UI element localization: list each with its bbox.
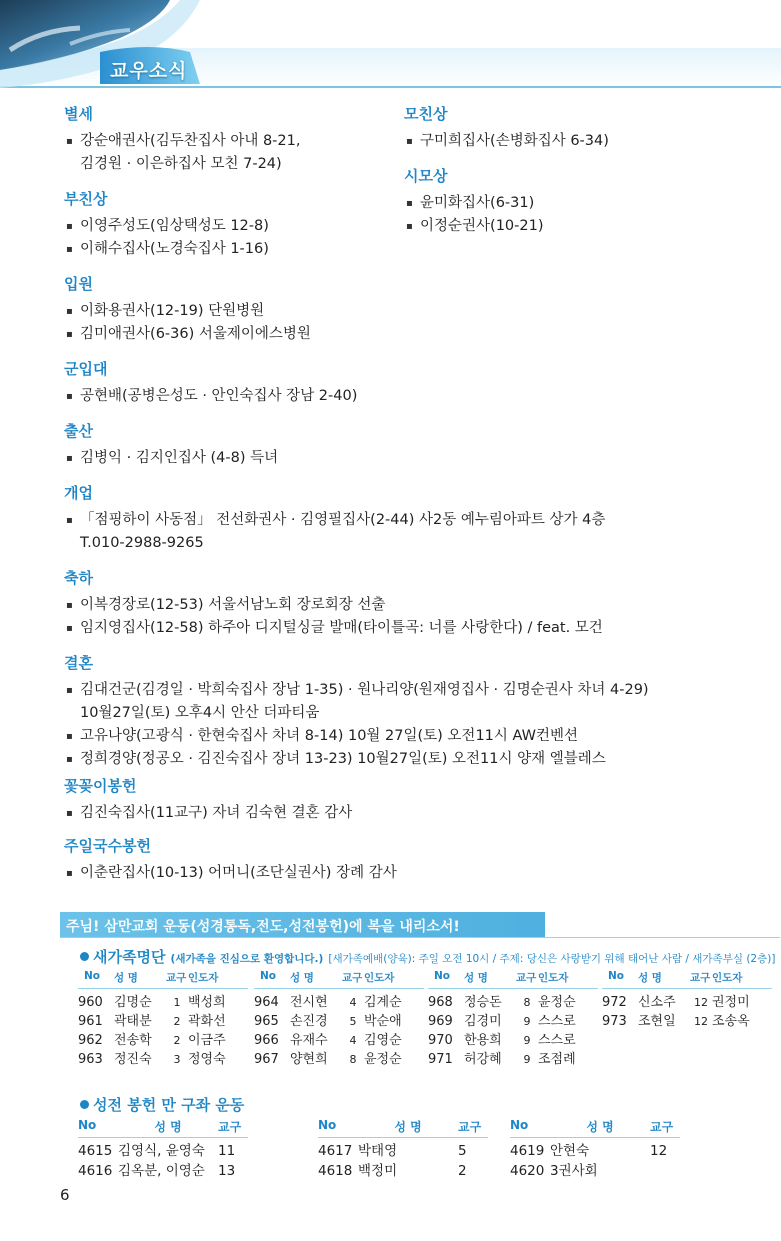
list-item [404, 192, 764, 215]
bullet-icon [80, 952, 89, 961]
table-cell: 윤정순 [364, 1052, 402, 1067]
header-cell: 성 명 [464, 972, 488, 984]
campaign-banner [60, 912, 545, 938]
table-cell: 조현일 [638, 1014, 676, 1029]
list-item [64, 679, 744, 725]
section-title: 교우소식 [110, 60, 188, 82]
table-cell: 신소주 [638, 995, 676, 1010]
list-item [404, 130, 764, 153]
header-cell: No [318, 1118, 337, 1132]
table-cell: 김영순 [364, 1033, 402, 1048]
table-row [254, 1031, 424, 1050]
table-cell: 조점례 [538, 1052, 576, 1067]
item-line: ▪ 강순애권사(김두찬집사 아내 8-21, [80, 133, 301, 149]
section-heading: 개업 [64, 484, 93, 502]
new-family-note: [새가족예배(양육): 주일 오전 10시 / 주제: 당신은 사랑받기 위해 태어난 사람 / 새가족부실 (2층)] [328, 953, 776, 965]
table-cell: 곽화선 [188, 1014, 226, 1029]
notice-section [404, 103, 764, 153]
section-heading: 군입대 [64, 360, 108, 378]
section-heading: 부친상 [64, 190, 108, 208]
section-heading: 결혼 [64, 654, 93, 672]
item-line: T.010-2988-9265 [80, 535, 204, 551]
table-cell: 11 [218, 1143, 236, 1159]
table-row [428, 993, 598, 1012]
item-line: ▪ 이춘란집사(10-13) 어머니(조단실권사) 장례 감사 [80, 865, 397, 881]
bullet-icon [80, 1100, 89, 1109]
notice-section [64, 835, 744, 885]
table-cell: 9 [523, 1015, 531, 1028]
item-line: ▪ 김진숙집사(11교구) 자녀 김숙현 결혼 감사 [80, 805, 353, 821]
table-cell: 5 [349, 1015, 357, 1028]
table-cell: 김옥분, 이영순 [118, 1163, 205, 1179]
table-cell: 손진경 [290, 1014, 328, 1029]
header-cell: No [78, 1118, 97, 1132]
table-row [602, 993, 772, 1012]
table-cell: 전송학 [114, 1033, 152, 1048]
header-cell: 인도자 [538, 972, 569, 984]
table-cell: 2 [458, 1163, 467, 1179]
page-number: 6 [60, 1186, 70, 1204]
table-row [510, 1141, 680, 1161]
list-item [64, 802, 744, 825]
new-family-table [428, 970, 598, 1069]
table-cell: 허강혜 [464, 1052, 502, 1067]
list-item [64, 509, 744, 555]
table-cell: 1 [173, 996, 181, 1009]
header-cell: 성 명 [154, 1120, 182, 1134]
table-row [78, 1141, 248, 1161]
table-cell: 965 [254, 1014, 279, 1029]
list-item [64, 748, 744, 771]
section-heading: 축하 [64, 569, 93, 587]
item-line: ▪ 공현배(공병은성도 · 안인숙집사 장남 2-40) [80, 388, 358, 404]
notice-section [64, 358, 744, 408]
table-cell: 권정미 [712, 995, 750, 1010]
table-cell: 8 [523, 996, 531, 1009]
table-cell: 김경미 [464, 1014, 502, 1029]
bible-table [510, 1118, 680, 1181]
table-cell: 유재수 [290, 1033, 328, 1048]
table-row [428, 1012, 598, 1031]
header-cell: No [260, 970, 277, 982]
table-cell: 3 [173, 1053, 181, 1066]
bible-table [318, 1118, 488, 1181]
new-family-title: 새가족명단 [93, 948, 166, 966]
table-cell: 4615 [78, 1143, 113, 1159]
notice-section [404, 165, 764, 238]
table-cell: 8 [349, 1053, 357, 1066]
table-cell: 백정미 [358, 1163, 398, 1179]
header-cell: 인도자 [364, 972, 395, 984]
table-header [78, 1118, 248, 1138]
item-line: ▪ 이정순권사(10-21) [420, 218, 544, 234]
section-heading: 출산 [64, 422, 93, 440]
item-line: 김경원 · 이은하집사 모친 7-24) [80, 156, 282, 172]
item-line: ▪ 이해수집사(노경숙집사 1-16) [80, 241, 269, 257]
table-cell: 4 [349, 996, 357, 1009]
list-item [64, 725, 744, 748]
table-cell: 12 [694, 996, 708, 1009]
section-heading: 입원 [64, 275, 93, 293]
table-row [428, 1050, 598, 1069]
page-header [0, 0, 781, 92]
section-heading: 시모상 [404, 167, 448, 185]
table-cell: 9 [523, 1053, 531, 1066]
header-cell: 성 명 [114, 972, 138, 984]
table-cell: 961 [78, 1014, 103, 1029]
bible-title: 성전 봉헌 만 구좌 운동 [93, 1096, 245, 1114]
new-family-table [602, 970, 772, 1031]
table-cell: 972 [602, 995, 627, 1010]
notice-section [64, 482, 744, 555]
item-line: ▪ 이화용권사(12-19) 단원병원 [80, 303, 265, 319]
table-row [318, 1141, 488, 1161]
table-cell: 김계순 [364, 995, 402, 1010]
banner-underline [60, 937, 780, 938]
section-heading: 모친상 [404, 105, 448, 123]
table-cell: 3권사회 [550, 1163, 598, 1179]
table-cell: 4619 [510, 1143, 545, 1159]
table-cell: 한용희 [464, 1033, 502, 1048]
table-row [254, 993, 424, 1012]
header-cell: 교구 [342, 972, 363, 984]
table-cell: 964 [254, 995, 279, 1010]
header-cell: No [608, 970, 625, 982]
new-family-table [78, 970, 248, 1069]
table-cell: 정승돈 [464, 995, 502, 1010]
table-cell: 971 [428, 1052, 453, 1067]
notice-section [64, 775, 744, 825]
table-cell: 김영식, 윤영숙 [118, 1143, 205, 1159]
item-line: ▪ 구미희집사(손병화집사 6-34) [420, 133, 609, 149]
item-line: ▪ 임지영집사(12-58) 하주아 디지털싱글 발매(타이틀곡: 너를 사랑한다) / feat. 모건 [80, 620, 603, 636]
table-header [318, 1118, 488, 1138]
table-cell: 5 [458, 1143, 467, 1159]
table-cell: 곽태분 [114, 1014, 152, 1029]
header-cell: No [434, 970, 451, 982]
new-family-subtitle: (새가족을 진심으로 환영합니다.) [170, 953, 324, 965]
header-cell: 교구 [516, 972, 537, 984]
item-line: ▪ 「점핑하이 사동점」 전선화권사 · 김영필집사(2-44) 사2동 예누림아파트 상가 4층 [80, 512, 606, 528]
item-line: ▪ 이복경장로(12-53) 서울서남노회 장로회장 선출 [80, 597, 386, 613]
table-cell: 12 [694, 1015, 708, 1028]
item-line: 10월27일(토) 오후4시 안산 더파티움 [80, 705, 320, 721]
section-heading: 주일국수봉헌 [64, 837, 151, 855]
table-cell: 박순애 [364, 1014, 402, 1029]
table-cell: 969 [428, 1014, 453, 1029]
table-cell: 전시현 [290, 995, 328, 1010]
table-cell: 2 [173, 1015, 181, 1028]
notice-section [64, 420, 744, 470]
table-cell: 967 [254, 1052, 279, 1067]
notice-section [64, 273, 744, 346]
table-cell: 스스로 [538, 1014, 576, 1029]
table-cell: 이금주 [188, 1033, 226, 1048]
header-cell: 인도자 [188, 972, 219, 984]
list-item [64, 594, 744, 617]
bible-table [78, 1118, 248, 1181]
lower-column [64, 775, 744, 895]
table-row [318, 1161, 488, 1181]
table-cell: 윤정순 [538, 995, 576, 1010]
table-header [254, 970, 424, 989]
item-line: ▪ 김미애권사(6-36) 서울제이에스병원 [80, 326, 311, 342]
table-cell: 960 [78, 995, 103, 1010]
table-header [602, 970, 772, 989]
bible-heading [80, 1094, 244, 1115]
table-cell: 968 [428, 995, 453, 1010]
table-cell: 966 [254, 1033, 279, 1048]
header-cell: 인도자 [712, 972, 743, 984]
table-row [78, 1050, 248, 1069]
new-family-table [254, 970, 424, 1069]
list-item [64, 617, 744, 640]
table-cell: 4616 [78, 1163, 113, 1179]
table-cell: 13 [218, 1163, 236, 1179]
table-header [510, 1118, 680, 1138]
header-cell: No [84, 970, 101, 982]
table-cell: 973 [602, 1014, 627, 1029]
list-item [64, 385, 744, 408]
notice-section [64, 652, 744, 771]
table-cell: 양현희 [290, 1052, 328, 1067]
list-item [64, 323, 744, 346]
list-item [64, 300, 744, 323]
right-column [404, 103, 764, 250]
list-item [64, 862, 744, 885]
header-cell: 교구 [690, 972, 711, 984]
table-cell: 12 [650, 1143, 668, 1159]
item-line: ▪ 윤미화집사(6-31) [420, 195, 535, 211]
banner-text: 주님! 삼만교회 운동(성경통독,전도,성전봉헌)에 복을 내리소서! [66, 919, 460, 935]
table-cell: 9 [523, 1034, 531, 1047]
table-header [428, 970, 598, 989]
header-cell: 성 명 [638, 972, 662, 984]
header-cell: 교구 [218, 1120, 242, 1134]
item-line: ▪ 고유나양(고광식 · 한현숙집사 차녀 8-14) 10월 27일(토) 오전11시 AW컨벤션 [80, 728, 578, 744]
table-cell: 김명순 [114, 995, 152, 1010]
notice-section [64, 567, 744, 640]
list-item [404, 215, 764, 238]
table-row [254, 1012, 424, 1031]
table-cell: 4617 [318, 1143, 353, 1159]
table-row [78, 1012, 248, 1031]
section-heading: 별세 [64, 105, 93, 123]
table-cell: 조송옥 [712, 1014, 750, 1029]
table-cell: 4618 [318, 1163, 353, 1179]
new-family-heading [80, 946, 775, 967]
header-cell: 교구 [166, 972, 187, 984]
table-row [602, 1012, 772, 1031]
header-cell: No [510, 1118, 529, 1132]
table-row [254, 1050, 424, 1069]
table-row [510, 1161, 680, 1181]
table-cell: 4620 [510, 1163, 545, 1179]
table-cell: 정영숙 [188, 1052, 226, 1067]
item-line: ▪ 김대건군(김경일 · 박희숙집사 장남 1-35) · 원나리양(원재영집사 · 김명순권사 차녀 4-29) [80, 682, 649, 698]
table-cell [650, 1161, 680, 1181]
table-cell: 963 [78, 1052, 103, 1067]
item-line: ▪ 정희경양(정공오 · 김진숙집사 장녀 13-23) 10월27일(토) 오전11시 양재 엘블레스 [80, 751, 606, 767]
table-cell: 970 [428, 1033, 453, 1048]
header-cell: 성 명 [394, 1120, 422, 1134]
table-cell: 962 [78, 1033, 103, 1048]
table-cell: 박태영 [358, 1143, 398, 1159]
header-cell: 성 명 [586, 1120, 614, 1134]
table-cell: 정진숙 [114, 1052, 152, 1067]
header-cell: 교구 [650, 1120, 674, 1134]
table-cell: 백성희 [188, 995, 226, 1010]
table-row [78, 1161, 248, 1181]
table-cell: 2 [173, 1034, 181, 1047]
table-header [78, 970, 248, 989]
list-item [64, 447, 744, 470]
table-row [78, 993, 248, 1012]
table-cell: 스스로 [538, 1033, 576, 1048]
table-cell: 안현숙 [550, 1143, 590, 1159]
table-row [78, 1031, 248, 1050]
header-cell: 성 명 [290, 972, 314, 984]
item-line: ▪ 김병익 · 김지인집사 (4-8) 득녀 [80, 450, 279, 466]
table-row [428, 1031, 598, 1050]
section-heading: 꽃꽂이봉헌 [64, 777, 137, 795]
item-line: ▪ 이영주성도(임상택성도 12-8) [80, 218, 269, 234]
table-cell: 4 [349, 1034, 357, 1047]
header-cell: 교구 [458, 1120, 482, 1134]
